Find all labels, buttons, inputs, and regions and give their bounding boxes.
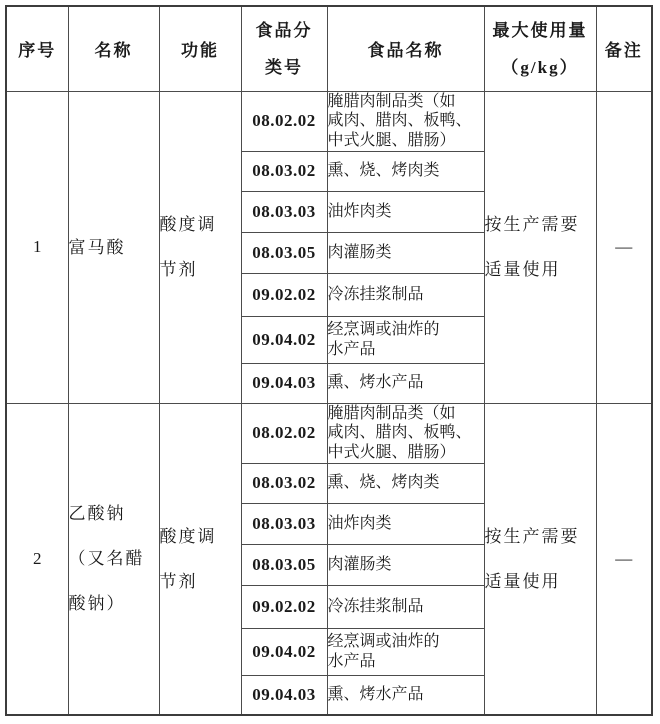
- food-name-cell: [327, 585, 484, 628]
- food-name-line: 冷冻挂浆制品: [327, 285, 424, 303]
- food-name-cell: [327, 316, 484, 363]
- col-header-category-line1: 食品分: [255, 20, 313, 40]
- entry-function-line: 酸度调: [159, 215, 217, 234]
- food-name-line: 经烹调或油炸的: [327, 633, 440, 650]
- col-header-index: 序号: [6, 6, 68, 91]
- food-code-cell: 09.02.02: [241, 585, 327, 628]
- entry-remark-cell: —: [596, 91, 652, 403]
- food-name-line: 中式火腿、腊肠）: [327, 131, 456, 149]
- food-name-line: 熏、烤水产品: [327, 374, 424, 392]
- food-code-cell: 08.02.02: [241, 91, 327, 151]
- food-name-line: 熏、烧、烤肉类: [327, 474, 440, 492]
- entry-max-use-cell: [484, 91, 596, 403]
- entry-name-line: 乙酸钠: [68, 504, 126, 524]
- food-name-cell: [327, 628, 484, 675]
- entry-function-line: 酸度调: [159, 526, 217, 546]
- food-code-cell: 08.03.03: [241, 503, 327, 544]
- food-name-cell: [327, 403, 484, 463]
- food-code-cell: 09.04.02: [241, 628, 327, 675]
- entry-name-cell: [68, 91, 159, 403]
- entry-block-2: [6, 403, 652, 715]
- entry-max-use-line: 适量使用: [484, 260, 561, 279]
- entry-function-cell: [159, 91, 241, 403]
- food-code-cell: 08.02.02: [241, 403, 327, 463]
- food-name-cell: [327, 463, 484, 503]
- table-row: [6, 403, 652, 463]
- food-additive-usage-table: [5, 5, 653, 716]
- table-row: [6, 91, 652, 151]
- food-name-line: 油炸肉类: [327, 202, 392, 220]
- food-code-cell: 08.03.02: [241, 463, 327, 503]
- entry-max-use-line: 适量使用: [484, 571, 561, 591]
- entry-name-line: （又名醋: [68, 549, 145, 569]
- col-header-remark: 备注: [596, 6, 652, 91]
- food-code-cell: 08.03.05: [241, 544, 327, 585]
- food-name-line: 中式火腿、腊肠）: [327, 443, 456, 461]
- col-header-food-name: 食品名称: [327, 6, 484, 91]
- food-name-line: 腌腊肉制品类（如: [327, 92, 456, 110]
- col-header-name: 名称: [68, 6, 159, 91]
- entry-function-line: 节剂: [159, 571, 198, 591]
- food-name-cell: [327, 544, 484, 585]
- entry-name-line: 酸钠）: [68, 594, 126, 614]
- entry-name-cell: [68, 403, 159, 715]
- food-name-line: 腌腊肉制品类（如: [327, 404, 456, 422]
- food-code-cell: 08.03.02: [241, 151, 327, 191]
- food-name-line: 肉灌肠类: [327, 555, 392, 573]
- food-name-line: 肉灌肠类: [327, 243, 392, 261]
- food-code-cell: 09.04.03: [241, 675, 327, 715]
- food-name-cell: [327, 503, 484, 544]
- entry-remark-cell: —: [596, 403, 652, 715]
- entry-index-cell: 1: [6, 91, 68, 403]
- food-name-cell: [327, 232, 484, 273]
- header-row: [6, 6, 652, 91]
- entry-max-use-line: 按生产需要: [484, 215, 580, 234]
- food-name-line: 冷冻挂浆制品: [327, 597, 424, 615]
- food-name-line: 熏、烧、烤肉类: [327, 162, 440, 180]
- food-name-cell: [327, 273, 484, 316]
- table-header: [6, 6, 652, 91]
- food-code-cell: 08.03.05: [241, 232, 327, 273]
- col-header-category: [241, 6, 327, 91]
- food-name-cell: [327, 191, 484, 232]
- entry-function-line: 节剂: [159, 260, 198, 279]
- col-header-max-use-line2: （g/kg）: [501, 57, 579, 77]
- food-name-line: 水产品: [327, 340, 376, 358]
- col-header-function: 功能: [159, 6, 241, 91]
- food-name-cell: [327, 151, 484, 191]
- food-code-cell: 08.03.03: [241, 191, 327, 232]
- col-header-max-use: [484, 6, 596, 91]
- food-name-cell: [327, 675, 484, 715]
- food-code-cell: 09.04.02: [241, 316, 327, 363]
- entry-index-cell: 2: [6, 403, 68, 715]
- food-name-line: 咸肉、腊肉、板鸭、: [327, 424, 472, 442]
- food-name-line: 经烹调或油炸的: [327, 321, 440, 338]
- entry-max-use-cell: [484, 403, 596, 715]
- food-name-cell: [327, 363, 484, 403]
- food-name-line: 油炸肉类: [327, 514, 392, 532]
- food-name-cell: [327, 91, 484, 151]
- food-name-line: 水产品: [327, 652, 376, 670]
- entry-max-use-line: 按生产需要: [484, 526, 580, 546]
- entry-function-cell: [159, 403, 241, 715]
- entry-name-line: 富马酸: [68, 237, 126, 257]
- food-name-line: 熏、烤水产品: [327, 686, 424, 703]
- entry-block-1: [6, 91, 652, 403]
- col-header-max-use-line1: 最大使用量: [492, 20, 588, 40]
- col-header-category-line2: 类号: [265, 57, 303, 77]
- food-code-cell: 09.02.02: [241, 273, 327, 316]
- food-code-cell: 09.04.03: [241, 363, 327, 403]
- food-name-line: 咸肉、腊肉、板鸭、: [327, 112, 472, 130]
